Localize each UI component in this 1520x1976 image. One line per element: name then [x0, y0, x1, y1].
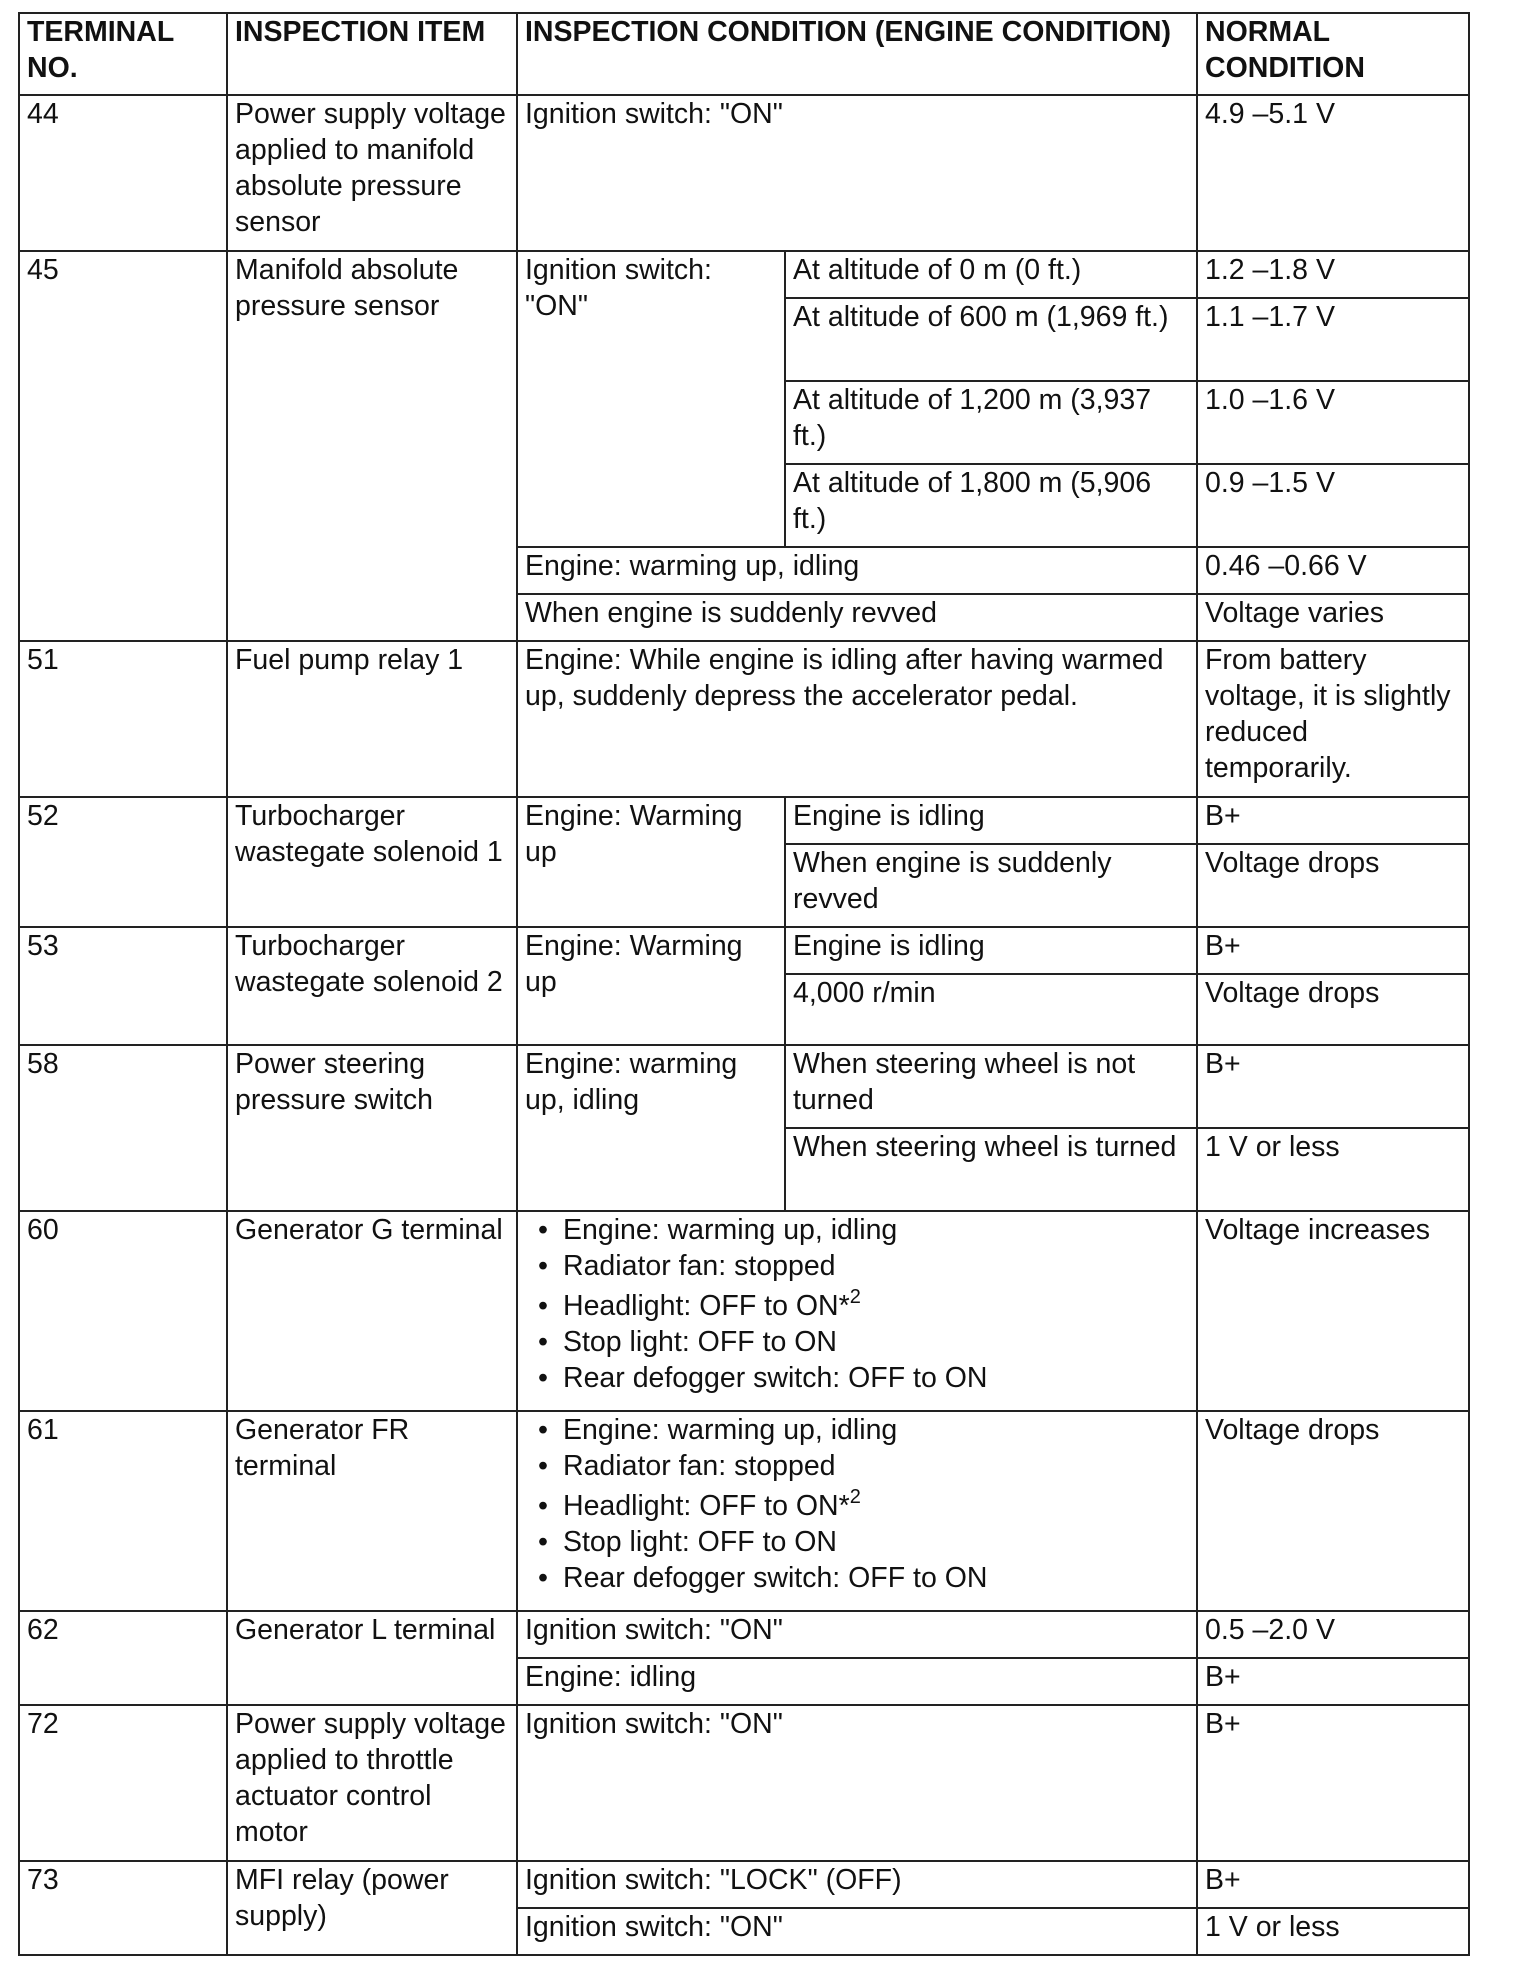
inspection-item: Power steering pressure switch	[227, 1045, 517, 1211]
terminal-no: 52	[19, 797, 227, 927]
footnote-marker: 2	[849, 1285, 861, 1308]
inspection-sub-condition: When steering wheel is turned	[785, 1128, 1197, 1211]
normal-condition: From battery voltage, it is slightly reduced temporarily.	[1197, 641, 1469, 797]
normal-condition: B+	[1197, 1045, 1469, 1128]
normal-condition: 1.0 –1.6 V	[1197, 381, 1469, 464]
table-row	[19, 1411, 1469, 1611]
list-item: • Stop light: OFF to ON	[563, 1524, 1189, 1560]
terminal-no: 45	[19, 251, 227, 641]
normal-condition: B+	[1197, 1861, 1469, 1908]
terminal-no: 51	[19, 641, 227, 797]
normal-condition: 4.9 –5.1 V	[1197, 95, 1469, 251]
normal-condition: B+	[1197, 1658, 1469, 1705]
list-item: • Engine: warming up, idling	[563, 1212, 1189, 1248]
inspection-condition: When engine is suddenly revved	[517, 594, 1197, 641]
header-row	[19, 13, 1469, 95]
terminal-no: 72	[19, 1705, 227, 1861]
terminal-no: 58	[19, 1045, 227, 1211]
table-row	[19, 95, 1469, 251]
inspection-condition	[517, 1211, 1197, 1411]
inspection-condition: Engine: Warming up	[517, 797, 785, 927]
list-item: • Headlight: OFF to ON*$^2$	[563, 1488, 1189, 1524]
terminal-inspection-table	[18, 12, 1470, 1956]
normal-condition: B+	[1197, 1705, 1469, 1861]
inspection-condition: Engine: warming up, idling	[517, 547, 1197, 594]
normal-condition: 1.1 –1.7 V	[1197, 298, 1469, 381]
normal-condition: Voltage increases	[1197, 1211, 1469, 1411]
bullet-icon: •	[538, 1490, 548, 1522]
inspection-sub-condition: When engine is suddenly revved	[785, 844, 1197, 927]
normal-condition: 0.5 –2.0 V	[1197, 1611, 1469, 1658]
header-terminal-no: TERMINAL NO.	[19, 13, 227, 95]
table-row	[19, 797, 1469, 844]
table-row	[19, 1045, 1469, 1128]
bullet-icon: •	[538, 1526, 548, 1558]
inspection-table-page	[18, 12, 1468, 1956]
header-normal-condition: NORMAL CONDITION	[1197, 13, 1469, 95]
normal-condition: 1 V or less	[1197, 1908, 1469, 1955]
inspection-condition: Ignition switch: "ON"	[517, 1908, 1197, 1955]
table-row	[19, 251, 1469, 298]
inspection-condition: Ignition switch: "ON"	[517, 1611, 1197, 1658]
inspection-condition: Ignition switch: "LOCK" (OFF)	[517, 1861, 1197, 1908]
list-item: • Stop light: OFF to ON	[563, 1324, 1189, 1360]
bullet-icon: •	[538, 1362, 548, 1394]
inspection-condition: Engine: warming up, idling	[517, 1045, 785, 1211]
inspection-item: Generator L terminal	[227, 1611, 517, 1705]
normal-condition: Voltage drops	[1197, 844, 1469, 927]
inspection-condition: Engine: Warming up	[517, 927, 785, 1045]
normal-condition: B+	[1197, 797, 1469, 844]
inspection-sub-condition: At altitude of 1,200 m (3,937 ft.)	[785, 381, 1197, 464]
inspection-sub-condition: When steering wheel is not turned	[785, 1045, 1197, 1128]
bullet-icon: •	[538, 1414, 548, 1446]
terminal-no: 44	[19, 95, 227, 251]
terminal-no: 53	[19, 927, 227, 1045]
inspection-condition: Engine: idling	[517, 1658, 1197, 1705]
inspection-item: Generator G terminal	[227, 1211, 517, 1411]
terminal-no: 60	[19, 1211, 227, 1411]
inspection-condition: Ignition switch: "ON"	[517, 1705, 1197, 1861]
condition-bullet-list	[525, 1212, 1189, 1396]
table-row	[19, 1611, 1469, 1658]
normal-condition: 1 V or less	[1197, 1128, 1469, 1211]
terminal-no: 62	[19, 1611, 227, 1705]
list-item: • Rear defogger switch: OFF to ON	[563, 1360, 1189, 1396]
bullet-icon: •	[538, 1326, 548, 1358]
table-row	[19, 1705, 1469, 1861]
normal-condition: 0.46 –0.66 V	[1197, 547, 1469, 594]
terminal-no: 61	[19, 1411, 227, 1611]
normal-condition: Voltage drops	[1197, 974, 1469, 1045]
table-row	[19, 1861, 1469, 1908]
normal-condition: B+	[1197, 927, 1469, 974]
inspection-item: MFI relay (power supply)	[227, 1861, 517, 1955]
inspection-item: Turbocharger wastegate solenoid 2	[227, 927, 517, 1045]
inspection-sub-condition: At altitude of 600 m (1,969 ft.)	[785, 298, 1197, 381]
inspection-item: Manifold absolute pressure sensor	[227, 251, 517, 641]
inspection-item: Generator FR terminal	[227, 1411, 517, 1611]
table-row	[19, 641, 1469, 797]
list-item: • Radiator fan: stopped	[563, 1248, 1189, 1284]
inspection-condition: Engine: While engine is idling after having warmed up, suddenly depress the accelerator pedal.	[517, 641, 1197, 797]
inspection-condition	[517, 1411, 1197, 1611]
list-item: • Engine: warming up, idling	[563, 1412, 1189, 1448]
bullet-icon: •	[538, 1214, 548, 1246]
normal-condition: 1.2 –1.8 V	[1197, 251, 1469, 298]
inspection-condition: Ignition switch: "ON"	[517, 95, 1197, 251]
normal-condition: Voltage drops	[1197, 1411, 1469, 1611]
list-item: • Headlight: OFF to ON*$^2$	[563, 1288, 1189, 1324]
inspection-item: Power supply voltage applied to manifold absolute pressure sensor	[227, 95, 517, 251]
table-row	[19, 1211, 1469, 1411]
normal-condition: Voltage varies	[1197, 594, 1469, 641]
bullet-icon: •	[538, 1562, 548, 1594]
inspection-sub-condition: Engine is idling	[785, 927, 1197, 974]
inspection-condition: Ignition switch: "ON"	[517, 251, 785, 547]
header-inspection-condition: INSPECTION CONDITION (ENGINE CONDITION)	[517, 13, 1197, 95]
normal-condition: 0.9 –1.5 V	[1197, 464, 1469, 547]
list-item: • Rear defogger switch: OFF to ON	[563, 1560, 1189, 1596]
inspection-sub-condition: At altitude of 1,800 m (5,906 ft.)	[785, 464, 1197, 547]
terminal-no: 73	[19, 1861, 227, 1955]
inspection-sub-condition: Engine is idling	[785, 797, 1197, 844]
inspection-item: Turbocharger wastegate solenoid 1	[227, 797, 517, 927]
bullet-icon: •	[538, 1450, 548, 1482]
inspection-item: Fuel pump relay 1	[227, 641, 517, 797]
inspection-item: Power supply voltage applied to throttle actuator control motor	[227, 1705, 517, 1861]
header-inspection-item: INSPECTION ITEM	[227, 13, 517, 95]
footnote-marker: 2	[849, 1485, 861, 1508]
table-row	[19, 927, 1469, 974]
inspection-sub-condition: At altitude of 0 m (0 ft.)	[785, 251, 1197, 298]
bullet-icon: •	[538, 1250, 548, 1282]
bullet-icon: •	[538, 1290, 548, 1322]
list-item: • Radiator fan: stopped	[563, 1448, 1189, 1484]
inspection-sub-condition: 4,000 r/min	[785, 974, 1197, 1045]
condition-bullet-list	[525, 1412, 1189, 1596]
